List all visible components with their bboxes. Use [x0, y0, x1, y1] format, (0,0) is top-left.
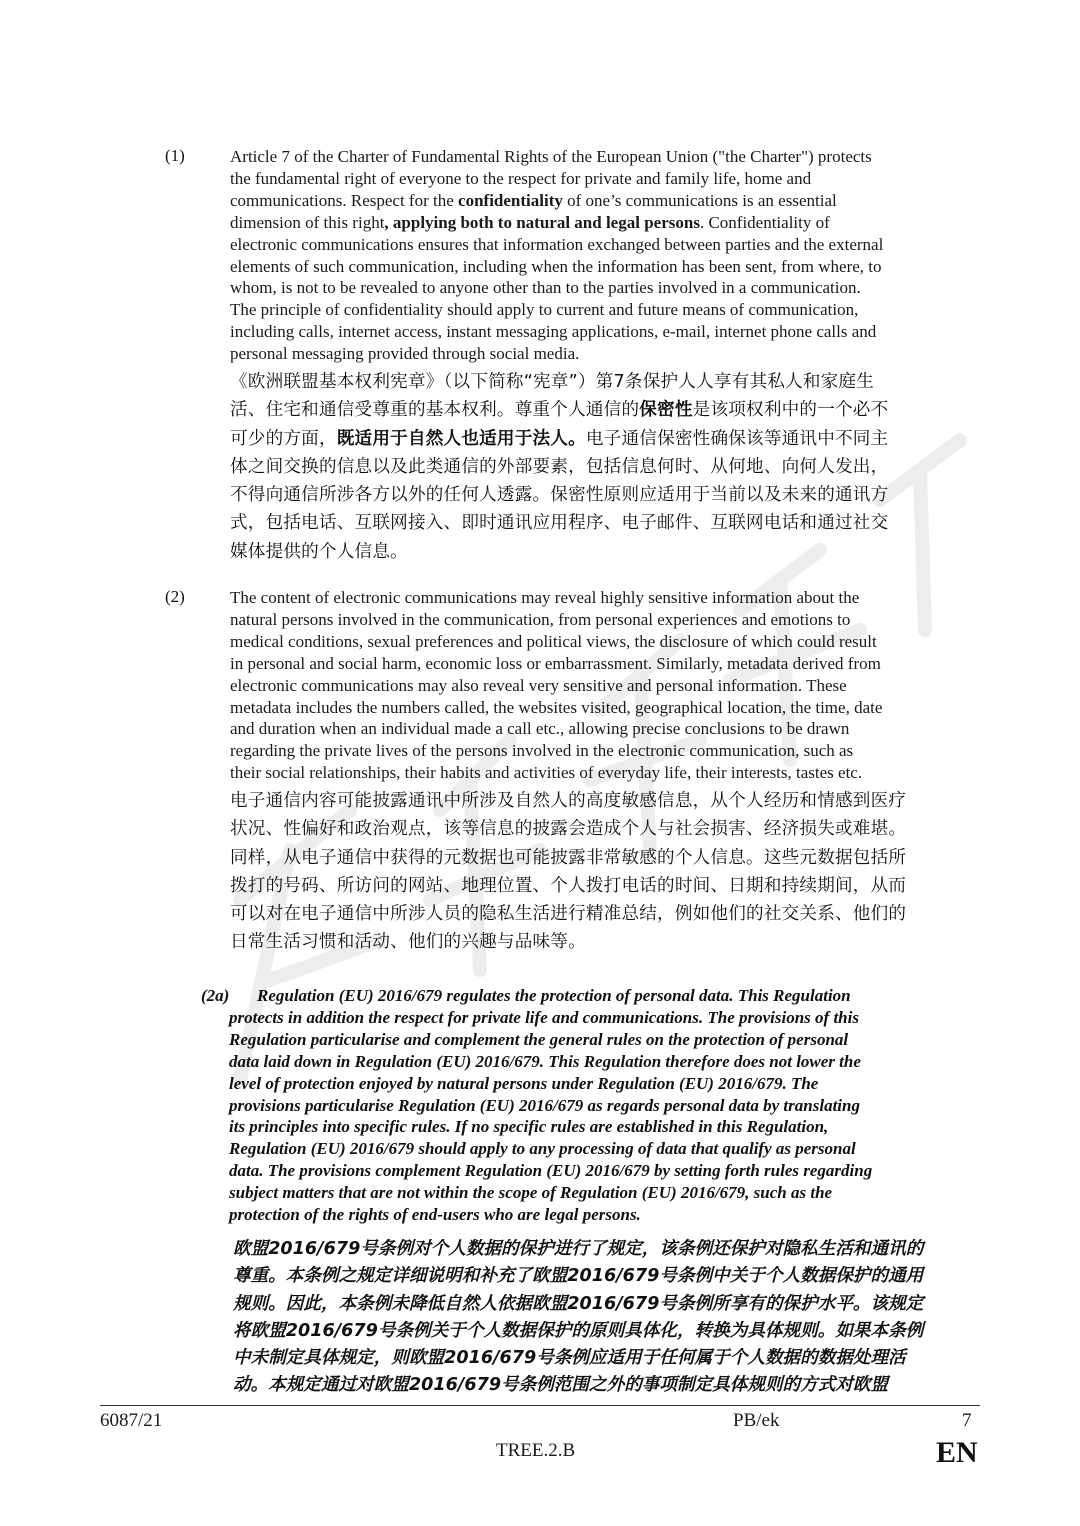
text-span: of one’s communications is an essential — [562, 190, 837, 210]
text-line: 状况、性偏好和政治观点，该等信息的披露会造成个人与社会损害、经济损失或难堪。 — [230, 819, 907, 840]
text-line: data laid down in Regulation (EU) 2016/679. This Regulation therefore does not lower the — [229, 1051, 861, 1071]
text-line: medical conditions, sexual preferences and political views, the disclosure of which could result — [230, 631, 877, 651]
paragraph-1-chinese — [230, 368, 990, 566]
bold-text-span: 保密性 — [639, 400, 693, 421]
text-line: and duration when an individual made a call etc., allowing precise conclusions to be drawn — [230, 719, 850, 739]
text-line: elements of such communication, including when the information has been sent, from where, to — [230, 256, 882, 276]
text-line — [230, 396, 990, 424]
text-span: communications. Respect for the — [230, 190, 459, 210]
text-line: 体之间交换的信息以及此类通信的外部要素，包括信息何时、从何地、向何人发出， — [230, 456, 889, 477]
text-line: its principles into specific rules. If no specific rules are established in this Regulation, — [229, 1117, 829, 1137]
text-line: 可以对在电子通信中所涉人员的隐私生活进行精准总结，例如他们的社交关系、他们的 — [230, 904, 907, 925]
text-line: electronic communications may also reveal very sensitive and personal information. These — [230, 675, 847, 695]
text-line: 日常生活习惯和活动、他们的兴趣与品味等。 — [230, 932, 586, 953]
text-line: natural persons involved in the communication, from personal experiences and emotions to — [230, 609, 851, 629]
text-line: their social relationships, their habits and activities of everyday life, their interests, tastes etc. — [230, 763, 863, 783]
text-line: subject matters that are not within the scope of Regulation (EU) 2016/679, such as the — [229, 1183, 833, 1203]
text-span: 活、住宅和通信受尊重的基本权利。尊重个人通信的 — [230, 400, 640, 421]
text-span: 电子通信保密性确保该等通讯中不同主 — [585, 428, 889, 449]
text-line — [230, 212, 980, 234]
text-line: 动。本规定通过对欧盟2016/679号条例范围之外的事项制定具体规则的方式对欧盟 — [233, 1375, 889, 1396]
text-line: Regulation particularise and complement the general rules on the protection of personal — [229, 1029, 849, 1049]
paragraph-2-english — [230, 587, 980, 784]
text-span: 可少的方面， — [230, 428, 337, 449]
paragraph-2-chinese — [230, 787, 990, 957]
text-line: regarding the private lives of the persons involved in the electronic communication, such as — [230, 741, 854, 761]
paragraph-1-english — [230, 146, 980, 365]
paragraph-2a-number: (2a) — [201, 986, 230, 1005]
text-line: Article 7 of the Charter of Fundamental Rights of the European Union ("the Charter") protects — [230, 147, 872, 166]
footer-language: EN — [936, 1436, 978, 1469]
text-line: protection of the rights of end-users who are legal persons. — [229, 1205, 641, 1225]
text-line: data. The provisions complement Regulation (EU) 2016/679 by setting forth rules regarding — [229, 1161, 873, 1181]
paragraph-1-number: (1) — [165, 146, 185, 165]
text-line: 不得向通信所涉各方以外的任何人透露。保密性原则应适用于当前以及未来的通讯方 — [230, 485, 889, 506]
text-line: 规则。因此，本条例未降低自然人依据欧盟2016/679号条例所享有的保护水平。该规定 — [233, 1293, 924, 1314]
text-line: The principle of confidentiality should apply to current and future means of communication, — [230, 300, 859, 320]
text-line: 式，包括电话、互联网接入、即时通讯应用程序、电子邮件、互联网电话和通过社交 — [230, 513, 889, 534]
footer-initials: PB/ek — [733, 1410, 780, 1431]
text-line: 将欧盟2016/679号条例关于个人数据保护的原则具体化，转换为具体规则。如果本条例 — [233, 1320, 924, 1341]
text-line — [230, 425, 990, 453]
text-line: the fundamental right of everyone to the respect for private and family life, home and — [230, 168, 812, 188]
footer-page-number: 7 — [962, 1410, 972, 1431]
text-line: level of protection enjoyed by natural persons under Regulation (EU) 2016/679. The — [229, 1073, 819, 1093]
text-line: 中未制定具体规定，则欧盟2016/679号条例应适用于任何属于个人数据的数据处理活 — [233, 1348, 906, 1369]
text-line: personal messaging provided through social media. — [230, 344, 580, 364]
text-line: Regulation (EU) 2016/679 should apply to any processing of data that qualify as personal — [229, 1139, 856, 1159]
text-line: including calls, internet access, instant messaging applications, e-mail, internet phone calls and — [230, 322, 877, 342]
paragraph-2a-chinese — [233, 1236, 993, 1400]
text-span: 是该项权利中的一个必不 — [692, 400, 889, 421]
text-line: 同样，从电子通信中获得的元数据也可能披露非常敏感的个人信息。这些元数据包括所 — [230, 847, 907, 868]
text-line: 《欧洲联盟基本权利宪章》（以下简称“宪章”）第7条保护人人享有其私人和家庭生 — [230, 372, 875, 392]
text-line — [230, 190, 980, 212]
bold-text-span: , applying both to natural and legal persons — [384, 212, 700, 232]
text-line: Regulation (EU) 2016/679 regulates the protection of personal data. This Regulation — [257, 986, 851, 1005]
text-line: in personal and social harm, economic loss or embarrassment. Similarly, metadata derived from — [230, 653, 881, 673]
paragraph-2a-english — [229, 985, 989, 1226]
text-line: electronic communications ensures that information exchanged between parties and the external — [230, 234, 884, 254]
bold-text-span: confidentiality — [458, 190, 563, 210]
text-line: metadata includes the numbers called, the websites visited, geographical location, the time, date — [230, 697, 883, 717]
bold-text-span: 既适用于自然人也适用于法人。 — [336, 428, 586, 449]
footer-doc-number: 6087/21 — [100, 1410, 163, 1431]
text-line: The content of electronic communications may reveal highly sensitive information about the — [230, 588, 860, 607]
text-line: provisions particularise Regulation (EU) 2016/679 as regards personal data by translating — [229, 1095, 860, 1115]
text-span: . Confidentiality of — [699, 212, 830, 232]
text-line: 电子通信内容可能披露通讯中所涉及自然人的高度敏感信息，从个人经历和情感到医疗 — [230, 791, 907, 811]
text-line: 拨打的号码、所访问的网站、地理位置、个人拨打电话的时间、日期和持续期间，从而 — [230, 875, 907, 896]
text-line: 媒体提供的个人信息。 — [230, 541, 408, 562]
footer-divider — [100, 1405, 980, 1406]
text-line: protects in addition the respect for private life and communications. The provisions of this — [229, 1007, 859, 1027]
text-line: 尊重。本条例之规定详细说明和补充了欧盟2016/679号条例中关于个人数据保护的通用 — [233, 1266, 924, 1287]
text-span: dimension of this right — [230, 212, 385, 232]
text-line: 欧盟2016/679号条例对个人数据的保护进行了规定，该条例还保护对隐私生活和通讯的 — [233, 1239, 924, 1259]
text-line: whom, is not to be revealed to anyone other than to the parties involved in a communication. — [230, 278, 861, 298]
paragraph-2-number: (2) — [165, 587, 185, 606]
footer-department: TREE.2.B — [496, 1440, 576, 1461]
